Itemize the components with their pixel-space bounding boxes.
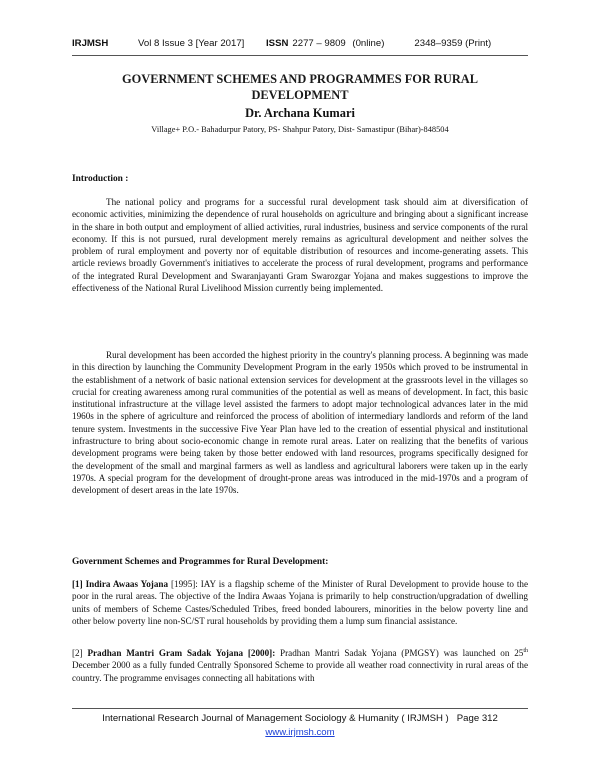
header-online-label: (0nline): [352, 38, 385, 49]
footer-journal-name: International Research Journal of Management Sociology & Humanity ( IRJMSH ): [102, 713, 449, 724]
scheme-item-2-text-a: Pradhan Mantri Sadak Yojana (PMGSY) was launched on 25: [275, 648, 524, 659]
header-divider: [72, 55, 528, 56]
running-header: [72, 38, 528, 49]
scheme-item-1: [72, 578, 528, 627]
scheme-item-1-label: [1] Indira Awaas Yojana: [72, 579, 169, 589]
footer-page-number: Page 312: [456, 713, 498, 724]
scheme-item-2-text-b: December 2000 as a fully funded Centrally Sponsored Scheme to provide all weather road connectivity in rural areas of the country. The programme envisages connecting all habitations with: [72, 660, 528, 683]
author-affiliation: Village+ P.O.- Bahadurpur Patory, PS- Shahpur Patory, Dist- Samastipur (Bihar)-848504: [151, 125, 449, 134]
title-line-2: DEVELOPMENT: [251, 88, 349, 102]
header-issn-label: ISSN: [266, 38, 289, 49]
header-issn-print: 2348–9359 (Print): [414, 38, 492, 49]
scheme-item-1-text: [1995]: IAY is a flagship scheme of the Minister of Rural Development to provide house to the poor in the rural areas. The objective of the Indira Awaas Yojana is primarily to help construction/upgradation of dwelling units of members of Scheme Castes/Scheduled Tribes, freed bonded labourers, minorities in the below poverty line and other below poverty line non-SC/ST rural households by providing them a lump sum financial assistance.: [72, 579, 529, 626]
schemes-heading: Government Schemes and Programmes for Rural Development:: [72, 557, 329, 567]
intro-paragraph-1: The national policy and programs for a successful rural development task should aim at diversification of economic activities, minimizing the dependence of rural households on agriculture and bringing about a significant increase in the share in both output and employment of allied activities, rural industries, business and service components of the rural economy. If this is not pursued, rural development merely remains as agricultural development and neither solves the problem of rural employment and poverty nor of equitable distribution of resources and income-generating assets. This article reviews broadly Government's initiatives to accelerate the process of rural development, programs and performance of the integrated Rural Development and Swaranjayanti Gram Swarozgar Yojana and makes suggestions to improve the effectiveness of the National Rural Livelihood Mission currently being implemented.: [72, 197, 528, 294]
header-journal: IRJMSH: [72, 38, 109, 49]
scheme-item-2-sup: th: [523, 648, 529, 654]
footer-divider: [72, 708, 528, 709]
scheme-item-2-number: [2]: [72, 648, 88, 659]
header-volume: Vol 8 Issue 3 [Year 2017]: [138, 38, 245, 49]
title-line-1: GOVERNMENT SCHEMES AND PROGRAMMES FOR RURAL: [121, 72, 479, 86]
running-footer: [72, 713, 528, 724]
scheme-item-2: [72, 645, 528, 684]
intro-heading: Introduction :: [72, 174, 129, 184]
article-title: [72, 71, 528, 103]
header-issn-online: 2277 – 9809: [292, 38, 346, 49]
author-name: Dr. Archana Kumari: [245, 106, 355, 120]
intro-paragraph-2: Rural development has been accorded the highest priority in the country's planning process. A beginning was made in this direction by launching the Community Development Program in the early 1950s which proved to be instrumental in the establishment of a network of basic national extension services for development at the grassroots level in the villages so crucial for creating awareness among rural communities of the potential as well as means of development. In fact, this basic institutional infrastructure at the village level assisted the farmers to adopt major technological advances later in the mid 1960s in the sphere of agriculture and reinforced the process of abolition of intermediary landlords and reform of the land tenure system. Investments in the successive Five Year Plan have led to the creation of essential physical and institutional infrastructure to bring about socio-economic change in remote rural areas. Later on realizing that the benefits of various development programs were being taken by those better endowed with land resources, programs specifically designed for the development of the small and marginal farmers as well as landless and agricultural laborers were taken up in the early 1970s. A special program for the development of drought-prone areas was introduced in the mid-1970s and a program of development of desert areas in the late 1970s.: [72, 350, 528, 496]
footer-website-link[interactable]: www.irjmsh.com: [265, 727, 335, 738]
scheme-item-2-label: Pradhan Mantri Gram Sadak Yojana [2000]:: [87, 648, 276, 659]
